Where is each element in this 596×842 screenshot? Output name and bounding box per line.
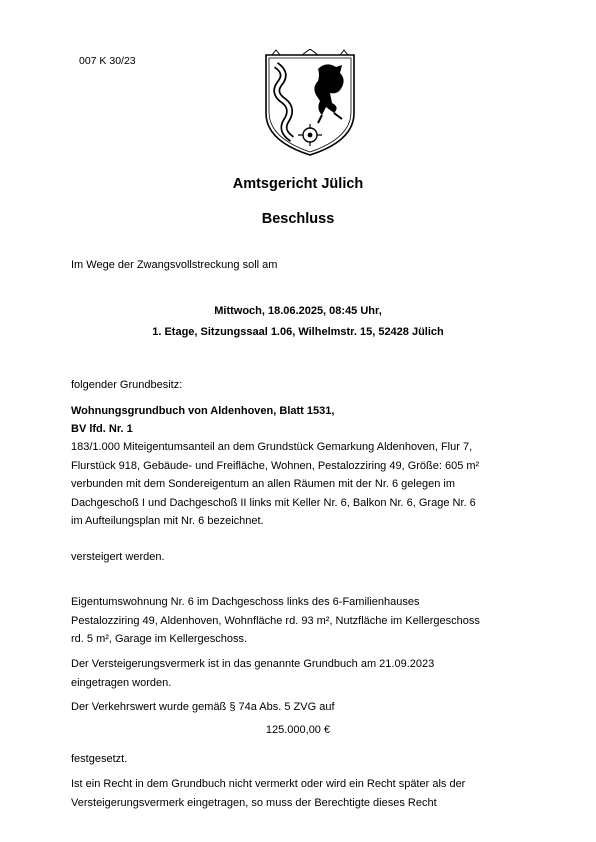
rights-note [71,775,541,812]
court-name: Amtsgericht Jülich [232,176,364,192]
register-title: Wohnungsgrundbuch von Aldenhoven, Blatt 1531, [71,405,335,417]
intro-text: Im Wege der Zwangsvollstreckung soll am [71,259,278,271]
property-description [71,438,541,531]
text-line: 183/1.000 Miteigentumsanteil an dem Grundstück Gemarkung Aldenhoven, Flur 7, [71,441,473,453]
text-line: rd. 5 m², Garage im Kellergeschoss. [71,633,248,646]
apartment-description [71,593,541,649]
decree-title: Beschluss [261,211,335,227]
market-value: 125.000,00 € [265,724,331,736]
text-line: Der Versteigerungsvermerk ist in das genannte Grundbuch am 21.09.2023 [71,658,435,670]
market-value-outro: festgesetzt. [71,753,128,765]
appointment-location: 1. Etage, Sitzungssaal 1.06, Wilhelmstr. 15, 52428 Jülich [152,326,444,338]
text-line: verbunden mit dem Sondereigentum an allen Räumen mit der Nr. 6 gelegen im [71,478,455,491]
text-line: Dachgeschoß I und Dachgeschoß II links mit Keller Nr. 6, Balkon Nr. 6, Grage Nr. 6 [71,496,476,509]
text-line: Pestalozziring 49, Aldenhoven, Wohnfläche rd. 93 m², Nutzfläche im Kellergeschoss [71,614,480,627]
coat-of-arms-icon [262,49,358,159]
text-line: im Aufteilungsplan mit Nr. 6 bezeichnet. [71,515,264,528]
appointment-date: Mittwoch, 18.06.2025, 08:45 Uhr, [214,305,382,317]
file-number: 007 K 30/23 [79,55,136,67]
registration-note [71,655,541,692]
text-line: Versteigerungsvermerk eingetragen, so muss der Berechtigte dieses Recht [71,796,437,809]
auction-phrase: versteigert werden. [71,551,165,563]
register-entry: BV lfd. Nr. 1 [71,423,133,435]
text-line: Flurstück 918, Gebäude- und Freifläche, Wohnen, Pestalozziring 49, Größe: 605 m² [71,459,480,472]
text-line: Eigentumswohnung Nr. 6 im Dachgeschoss links des 6-Familienhauses [71,596,420,608]
text-line: eingetragen worden. [71,676,172,689]
property-intro: folgender Grundbesitz: [71,379,183,391]
text-line: Ist ein Recht in dem Grundbuch nicht vermerkt oder wird ein Recht später als der [71,778,466,790]
market-value-intro: Der Verkehrswert wurde gemäß § 74a Abs. 5 ZVG auf [71,701,335,713]
